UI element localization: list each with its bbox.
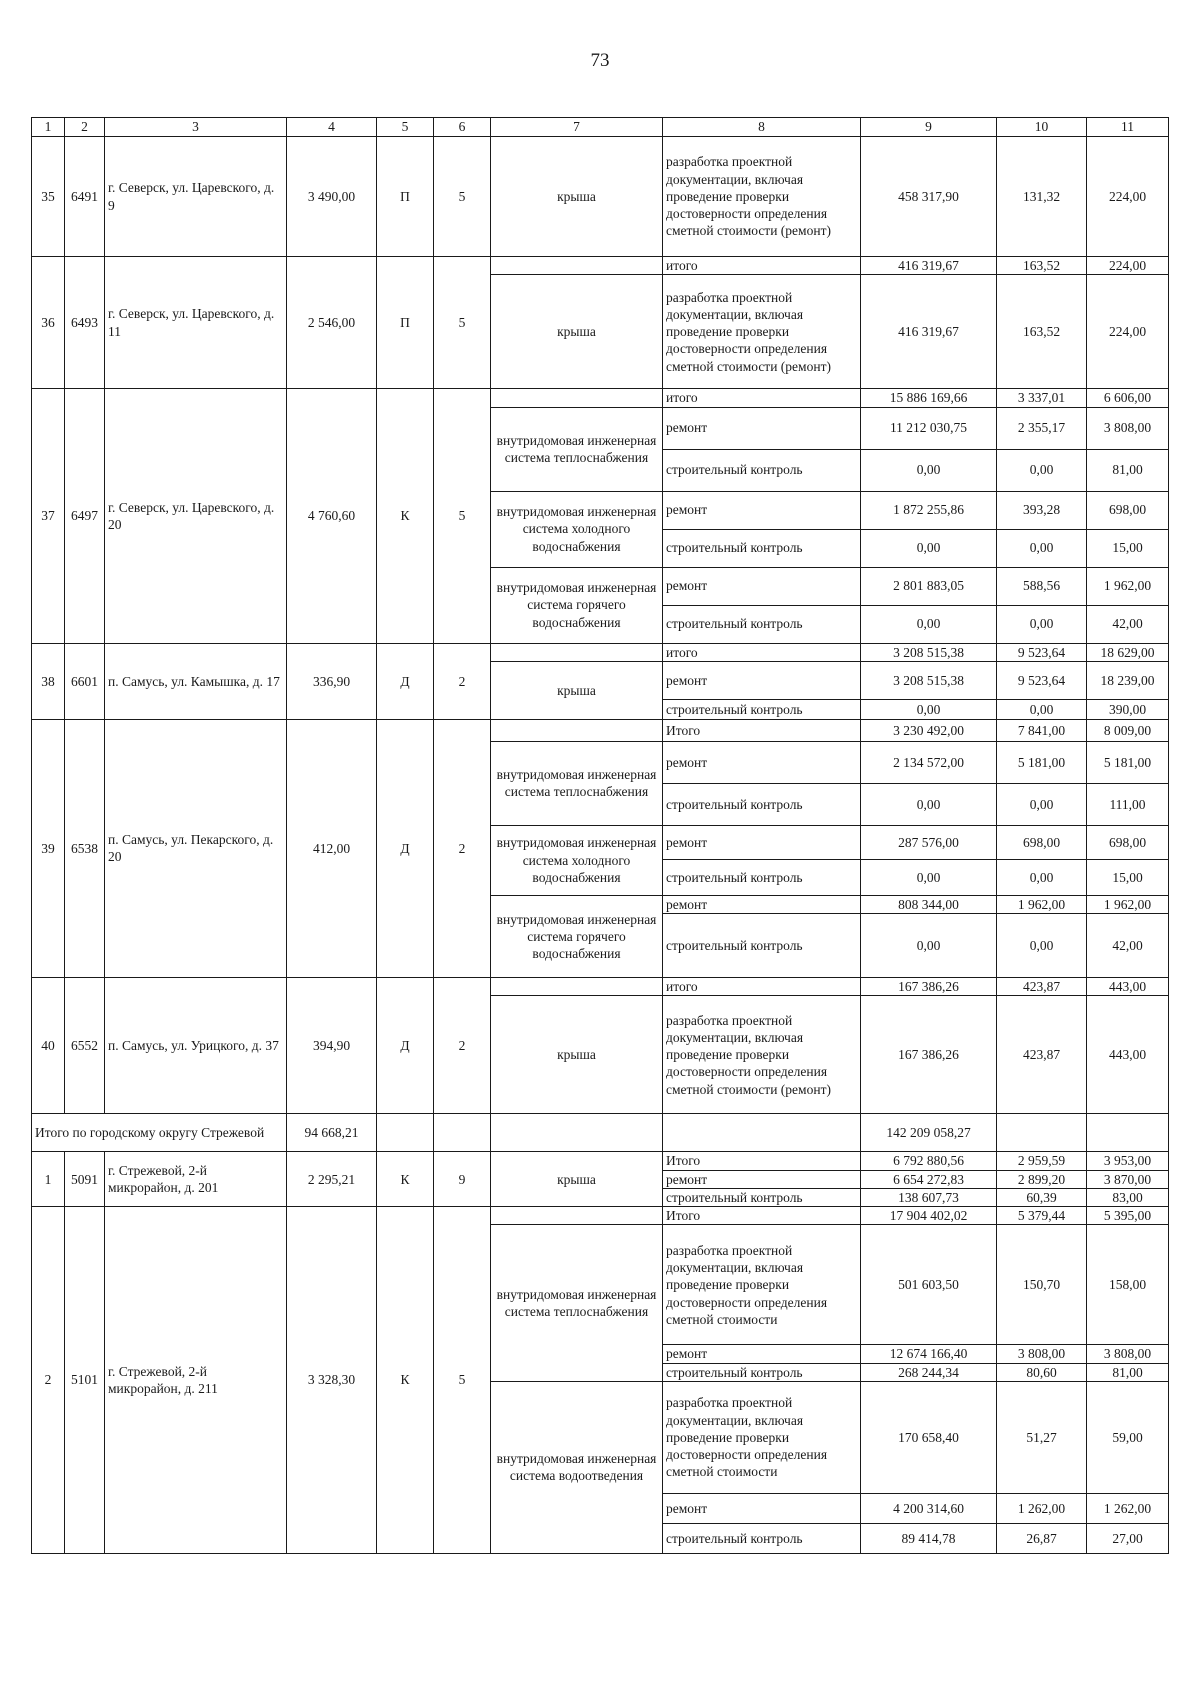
max-unit-cost: 18 239,00 <box>1087 661 1169 699</box>
unit-cost: 0,00 <box>997 449 1087 491</box>
cost: 416 319,67 <box>861 275 997 389</box>
max-unit-cost: 8 009,00 <box>1087 719 1169 741</box>
address: г. Стрежевой, 2-й микрорайон, д. 211 <box>105 1207 287 1554</box>
cost: 268 244,34 <box>861 1363 997 1381</box>
work-type: Итого <box>663 1207 861 1225</box>
house-code: 6491 <box>65 137 105 257</box>
max-unit-cost: 59,00 <box>1087 1381 1169 1493</box>
cost: 3 208 515,38 <box>861 643 997 661</box>
max-unit-cost: 18 629,00 <box>1087 643 1169 661</box>
floors: 5 <box>434 1207 491 1554</box>
max-unit-cost: 224,00 <box>1087 137 1169 257</box>
address: г. Северск, ул. Царевского, д. 20 <box>105 389 287 643</box>
unit-cost: 51,27 <box>997 1381 1087 1493</box>
unit-cost: 3 337,01 <box>997 389 1087 407</box>
subtotal-cost: 142 209 058,27 <box>861 1114 997 1152</box>
floors: 2 <box>434 719 491 977</box>
cost: 2 801 883,05 <box>861 567 997 605</box>
cost: 0,00 <box>861 699 997 719</box>
max-unit-cost: 443,00 <box>1087 996 1169 1114</box>
wall-material: К <box>377 389 434 643</box>
element: внутридомовая инженерная система теплоснабжения <box>491 741 663 825</box>
table-row <box>32 719 1169 741</box>
area: 412,00 <box>287 719 377 977</box>
column-header: 6 <box>434 118 491 137</box>
area: 394,90 <box>287 978 377 1114</box>
area: 4 760,60 <box>287 389 377 643</box>
unit-cost: 2 899,20 <box>997 1170 1087 1188</box>
cost: 4 200 314,60 <box>861 1493 997 1523</box>
wall-material: К <box>377 1152 434 1207</box>
floors: 2 <box>434 978 491 1114</box>
unit-cost: 5 181,00 <box>997 741 1087 783</box>
floors: 2 <box>434 643 491 719</box>
unit-cost: 0,00 <box>997 914 1087 978</box>
cost: 167 386,26 <box>861 978 997 996</box>
work-type: ремонт <box>663 1345 861 1363</box>
work-type: Итого <box>663 1152 861 1170</box>
unit-cost: 2 355,17 <box>997 407 1087 449</box>
work-type: разработка проектной документации, включая проведение проверки достоверности определения сметной стоимости (ремонт) <box>663 996 861 1114</box>
max-unit-cost: 3 808,00 <box>1087 407 1169 449</box>
unit-cost: 0,00 <box>997 699 1087 719</box>
cost: 17 904 402,02 <box>861 1207 997 1225</box>
work-type: итого <box>663 257 861 275</box>
area: 3 328,30 <box>287 1207 377 1554</box>
max-unit-cost: 6 606,00 <box>1087 389 1169 407</box>
work-type: ремонт <box>663 491 861 529</box>
cost: 0,00 <box>861 783 997 825</box>
work-type: строительный контроль <box>663 783 861 825</box>
wall-material: Д <box>377 643 434 719</box>
unit-cost: 0,00 <box>997 783 1087 825</box>
address: г. Северск, ул. Царевского, д. 11 <box>105 257 287 389</box>
cost: 89 414,78 <box>861 1523 997 1553</box>
unit-cost: 0,00 <box>997 605 1087 643</box>
element <box>491 257 663 275</box>
unit-cost: 9 523,64 <box>997 643 1087 661</box>
row-number: 37 <box>32 389 65 643</box>
max-unit-cost: 443,00 <box>1087 978 1169 996</box>
empty-cell <box>434 1114 491 1152</box>
cost: 0,00 <box>861 914 997 978</box>
empty-cell <box>1087 1114 1169 1152</box>
cost: 1 872 255,86 <box>861 491 997 529</box>
work-type: Итого <box>663 719 861 741</box>
area: 2 295,21 <box>287 1152 377 1207</box>
column-header: 10 <box>997 118 1087 137</box>
element: внутридомовая инженерная система водоотведения <box>491 1381 663 1553</box>
row-number: 39 <box>32 719 65 977</box>
max-unit-cost: 81,00 <box>1087 1363 1169 1381</box>
cost: 170 658,40 <box>861 1381 997 1493</box>
cost: 138 607,73 <box>861 1188 997 1206</box>
max-unit-cost: 5 395,00 <box>1087 1207 1169 1225</box>
element: крыша <box>491 1152 663 1207</box>
house-code: 5101 <box>65 1207 105 1554</box>
empty-cell <box>663 1114 861 1152</box>
floors: 5 <box>434 257 491 389</box>
max-unit-cost: 15,00 <box>1087 529 1169 567</box>
cost: 3 208 515,38 <box>861 661 997 699</box>
column-header: 1 <box>32 118 65 137</box>
column-header: 2 <box>65 118 105 137</box>
cost: 6 792 880,56 <box>861 1152 997 1170</box>
subtotal-area: 94 668,21 <box>287 1114 377 1152</box>
column-header: 11 <box>1087 118 1169 137</box>
table-row <box>32 978 1169 996</box>
row-number: 38 <box>32 643 65 719</box>
wall-material: П <box>377 137 434 257</box>
cost: 501 603,50 <box>861 1225 997 1345</box>
work-type: разработка проектной документации, включая проведение проверки достоверности определения сметной стоимости <box>663 1225 861 1345</box>
cost: 416 319,67 <box>861 257 997 275</box>
unit-cost: 3 808,00 <box>997 1345 1087 1363</box>
row-number: 1 <box>32 1152 65 1207</box>
column-header: 8 <box>663 118 861 137</box>
work-type: ремонт <box>663 661 861 699</box>
address: п. Самусь, ул. Урицкого, д. 37 <box>105 978 287 1114</box>
unit-cost: 1 262,00 <box>997 1493 1087 1523</box>
cost: 0,00 <box>861 449 997 491</box>
unit-cost: 423,87 <box>997 978 1087 996</box>
area: 336,90 <box>287 643 377 719</box>
row-number: 36 <box>32 257 65 389</box>
work-type: итого <box>663 389 861 407</box>
unit-cost: 423,87 <box>997 996 1087 1114</box>
unit-cost: 150,70 <box>997 1225 1087 1345</box>
cost: 808 344,00 <box>861 895 997 913</box>
table-row <box>32 1207 1169 1225</box>
work-type: итого <box>663 643 861 661</box>
work-type: ремонт <box>663 1493 861 1523</box>
element: крыша <box>491 996 663 1114</box>
column-header: 3 <box>105 118 287 137</box>
work-type: ремонт <box>663 825 861 859</box>
address: п. Самусь, ул. Пекарского, д. 20 <box>105 719 287 977</box>
work-type: разработка проектной документации, включая проведение проверки достоверности определения сметной стоимости (ремонт) <box>663 137 861 257</box>
house-code: 6497 <box>65 389 105 643</box>
area: 3 490,00 <box>287 137 377 257</box>
cost: 0,00 <box>861 605 997 643</box>
element <box>491 978 663 996</box>
wall-material: Д <box>377 978 434 1114</box>
unit-cost: 2 959,59 <box>997 1152 1087 1170</box>
work-type: ремонт <box>663 567 861 605</box>
house-code: 6601 <box>65 643 105 719</box>
empty-cell <box>491 1114 663 1152</box>
work-type: строительный контроль <box>663 449 861 491</box>
work-type: итого <box>663 978 861 996</box>
element: внутридомовая инженерная система холодного водоснабжения <box>491 825 663 895</box>
max-unit-cost: 224,00 <box>1087 257 1169 275</box>
floors: 9 <box>434 1152 491 1207</box>
empty-cell <box>997 1114 1087 1152</box>
element <box>491 643 663 661</box>
unit-cost: 7 841,00 <box>997 719 1087 741</box>
table-row <box>32 643 1169 661</box>
subtotal-label: Итого по городскому округу Стрежевой <box>32 1114 287 1152</box>
max-unit-cost: 698,00 <box>1087 491 1169 529</box>
max-unit-cost: 15,00 <box>1087 859 1169 895</box>
unit-cost: 163,52 <box>997 275 1087 389</box>
cost: 167 386,26 <box>861 996 997 1114</box>
element: крыша <box>491 661 663 719</box>
unit-cost: 393,28 <box>997 491 1087 529</box>
row-number: 35 <box>32 137 65 257</box>
table-row <box>32 257 1169 275</box>
subtotal-row <box>32 1114 1169 1152</box>
work-type: ремонт <box>663 741 861 783</box>
cost: 15 886 169,66 <box>861 389 997 407</box>
unit-cost: 698,00 <box>997 825 1087 859</box>
max-unit-cost: 1 962,00 <box>1087 895 1169 913</box>
unit-cost: 60,39 <box>997 1188 1087 1206</box>
table-row <box>32 389 1169 407</box>
row-number: 40 <box>32 978 65 1114</box>
column-header: 5 <box>377 118 434 137</box>
element: внутридомовая инженерная система горячего водоснабжения <box>491 895 663 977</box>
element <box>491 389 663 407</box>
unit-cost: 131,32 <box>997 137 1087 257</box>
address: г. Северск, ул. Царевского, д. 9 <box>105 137 287 257</box>
max-unit-cost: 3 870,00 <box>1087 1170 1169 1188</box>
element <box>491 719 663 741</box>
unit-cost: 163,52 <box>997 257 1087 275</box>
unit-cost: 26,87 <box>997 1523 1087 1553</box>
work-type: строительный контроль <box>663 914 861 978</box>
max-unit-cost: 1 262,00 <box>1087 1493 1169 1523</box>
max-unit-cost: 1 962,00 <box>1087 567 1169 605</box>
max-unit-cost: 83,00 <box>1087 1188 1169 1206</box>
cost: 3 230 492,00 <box>861 719 997 741</box>
work-type: ремонт <box>663 895 861 913</box>
column-header: 9 <box>861 118 997 137</box>
unit-cost: 5 379,44 <box>997 1207 1087 1225</box>
element: крыша <box>491 137 663 257</box>
element <box>491 1207 663 1225</box>
max-unit-cost: 5 181,00 <box>1087 741 1169 783</box>
floors: 5 <box>434 389 491 643</box>
work-type: ремонт <box>663 1170 861 1188</box>
address: г. Стрежевой, 2-й микрорайон, д. 201 <box>105 1152 287 1207</box>
house-code: 5091 <box>65 1152 105 1207</box>
element: крыша <box>491 275 663 389</box>
max-unit-cost: 27,00 <box>1087 1523 1169 1553</box>
column-header: 7 <box>491 118 663 137</box>
element: внутридомовая инженерная система горячего водоснабжения <box>491 567 663 643</box>
max-unit-cost: 3 808,00 <box>1087 1345 1169 1363</box>
house-code: 6552 <box>65 978 105 1114</box>
cost: 458 317,90 <box>861 137 997 257</box>
work-type: разработка проектной документации, включая проведение проверки достоверности определения сметной стоимости (ремонт) <box>663 275 861 389</box>
work-type: строительный контроль <box>663 529 861 567</box>
house-code: 6493 <box>65 257 105 389</box>
max-unit-cost: 390,00 <box>1087 699 1169 719</box>
house-code: 6538 <box>65 719 105 977</box>
work-type: разработка проектной документации, включая проведение проверки достоверности определения сметной стоимости <box>663 1381 861 1493</box>
element: внутридомовая инженерная система теплоснабжения <box>491 1225 663 1382</box>
cost: 0,00 <box>861 859 997 895</box>
table-row <box>32 137 1169 257</box>
unit-cost: 588,56 <box>997 567 1087 605</box>
cost: 6 654 272,83 <box>861 1170 997 1188</box>
column-header: 4 <box>287 118 377 137</box>
table-row <box>32 1152 1169 1170</box>
max-unit-cost: 158,00 <box>1087 1225 1169 1345</box>
wall-material: Д <box>377 719 434 977</box>
cost: 287 576,00 <box>861 825 997 859</box>
address: п. Самусь, ул. Камышка, д. 17 <box>105 643 287 719</box>
unit-cost: 9 523,64 <box>997 661 1087 699</box>
element: внутридомовая инженерная система теплоснабжения <box>491 407 663 491</box>
cost: 0,00 <box>861 529 997 567</box>
floors: 5 <box>434 137 491 257</box>
cost: 11 212 030,75 <box>861 407 997 449</box>
wall-material: П <box>377 257 434 389</box>
cost: 12 674 166,40 <box>861 1345 997 1363</box>
work-type: строительный контроль <box>663 1188 861 1206</box>
area: 2 546,00 <box>287 257 377 389</box>
work-type: строительный контроль <box>663 859 861 895</box>
work-type: строительный контроль <box>663 1363 861 1381</box>
max-unit-cost: 81,00 <box>1087 449 1169 491</box>
work-type: ремонт <box>663 407 861 449</box>
max-unit-cost: 224,00 <box>1087 275 1169 389</box>
max-unit-cost: 698,00 <box>1087 825 1169 859</box>
max-unit-cost: 42,00 <box>1087 914 1169 978</box>
unit-cost: 1 962,00 <box>997 895 1087 913</box>
max-unit-cost: 3 953,00 <box>1087 1152 1169 1170</box>
capital-repair-table <box>31 117 1169 1554</box>
element: внутридомовая инженерная система холодного водоснабжения <box>491 491 663 567</box>
max-unit-cost: 111,00 <box>1087 783 1169 825</box>
max-unit-cost: 42,00 <box>1087 605 1169 643</box>
empty-cell <box>377 1114 434 1152</box>
unit-cost: 80,60 <box>997 1363 1087 1381</box>
unit-cost: 0,00 <box>997 529 1087 567</box>
cost: 2 134 572,00 <box>861 741 997 783</box>
column-header-row <box>32 118 1169 137</box>
row-number: 2 <box>32 1207 65 1554</box>
work-type: строительный контроль <box>663 605 861 643</box>
work-type: строительный контроль <box>663 699 861 719</box>
unit-cost: 0,00 <box>997 859 1087 895</box>
work-type: строительный контроль <box>663 1523 861 1553</box>
wall-material: К <box>377 1207 434 1554</box>
page-number: 73 <box>590 50 610 71</box>
